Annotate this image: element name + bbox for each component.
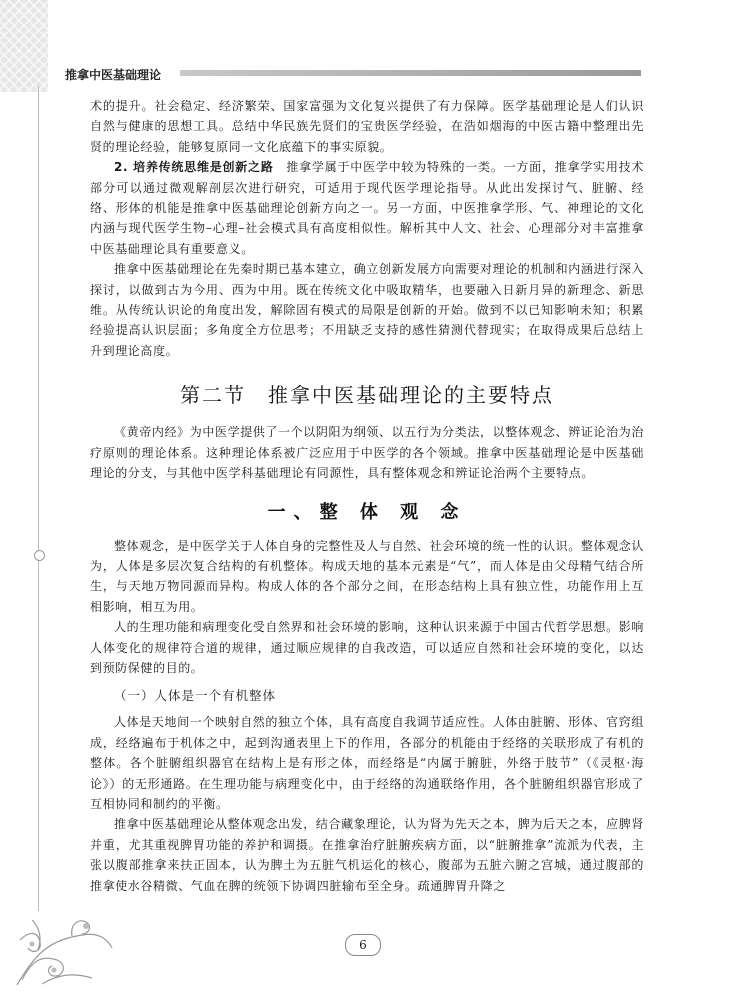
- paragraph: 人体是天地间一个映射自然的独立个体，具有高度自我调节适应性。人体由脏腑、形体、官窍组成，经络遍布于机体之中，起到沟通表里上下的作用，各部分的机能由于经络的关联形成了有机的整体。各个脏腑组织器官在结构上是有形之体，而经络是“内属于腑脏，外络于肢节”（《灵枢·海论》）的无形通路。在生理功能与病理变化中，由于经络的沟通联络作用，各个脏腑组织器官形成了互相协同和制约的平衡。: [90, 715, 644, 811]
- section-heading: 第二节 推拿中医基础理论的主要特点: [180, 383, 554, 408]
- paragraph: 整体观念，是中医学关于人体自身的完整性及人与自然、社会环境的统一性的认识。整体观念认为，人体是多层次复合结构的有机整体。构成天地的基本元素是“气”，而人体是由父母精气结合所生，与天地万物同源而异构。构成人体的各个部分之间，在形态结构上具有独立性，功能作用上互相影响，相互为用。: [90, 538, 644, 614]
- section-intro-paragraph: 《黄帝内经》为中医学提供了一个以阴阳为纲领、以五行为分类法，以整体观念、辨证论治为治疗原则的理论体系。这种理论体系被广泛应用于中医学的各个领域。推拿中医基础理论是中医基础理论的分支，与其他中医学科基础理论有同源性，具有整体观念和辨证论治两个主要特点。: [90, 425, 644, 481]
- paragraph: 术的提升。社会稳定、经济繁荣、国家富强为文化复兴提供了有力保障。医学基础理论是人们认识自然与健康的思想工具。总结中华民族先贤们的宝贵医学经验，在浩如烟海的中医古籍中整理出先贤的理论经验，能够复原同一文化底蕴下的事实原貌。: [90, 99, 644, 154]
- margin-rule: [38, 86, 39, 911]
- running-header-title: 推拿中医基础理论: [65, 68, 162, 82]
- margin-rule-ornament: [34, 550, 45, 561]
- paragraph: 推拿中医基础理论从整体观念出发，结合藏象理论，认为肾为先天之本，脾为后天之本，应脾肾并重，尤其重视脾胃功能的养护和调摄。在推拿治疗脏腑疾病方面，以“脏腑推拿”流派为代表，主张以腹部推拿来扶正固本，认为脾土为五脏气机运化的核心，腹部为五脏六腑之宫城，通过腹部的推拿使水谷精微、气血在脾的统领下协调四脏输布至全身。疏通脾胃升降之: [90, 817, 644, 893]
- numbered-point-title: 2. 培养传统思维是创新之路: [114, 160, 274, 175]
- subsection-heading: 一、整 体 观 念: [267, 501, 467, 523]
- floral-ornament: [12, 880, 117, 990]
- page-number: 6: [345, 934, 381, 956]
- page-content: [90, 96, 644, 896]
- corner-decoration: [0, 0, 48, 92]
- header-bar: [180, 70, 641, 76]
- paragraph: 推拿中医基础理论在先秦时期已基本建立，确立创新发展方向需要对理论的机制和内涵进行深入探讨，以做到古为今用、西为中用。既在传统文化中吸取精华，也要融入日新月异的新理念、新思维。从传统认识论的角度出发，解除固有模式的局限是创新的开始。做到不以已知影响未知；积累经验提高认识层面；多角度全方位思考；不用缺乏支持的感性猜测代替现实；在取得成果后总结上升到理论高度。: [90, 262, 644, 358]
- paragraph: 人的生理功能和病理变化受自然界和社会环境的影响，这种认识来源于中国古代哲学思想。影响人体变化的规律符合道的规律，通过顺应规律的自我改造，可以适应自然和社会环境的变化，以达到预防保健的目的。: [90, 620, 644, 675]
- numbered-point-text: 推拿学属于中医学中较为特殊的一类。一方面，推拿学实用技术部分可以通过微观解剖层次进行研究，可适用于现代医学理论指导。从此出发探讨气、脏腑、经络、形体的机能是推拿中医基础理论创新方向之一。另一方面，中医推拿学形、气、神理论的文化内涵与现代医学生物–心理–社会模式具有高度相似性。解析其中人文、社会、心理部分对丰富推拿中医基础理论具有重要意义。: [90, 160, 644, 256]
- numbered-point-paragraph: [90, 157, 644, 259]
- subsubsection-heading: （一）人体是一个有机整体: [114, 688, 277, 704]
